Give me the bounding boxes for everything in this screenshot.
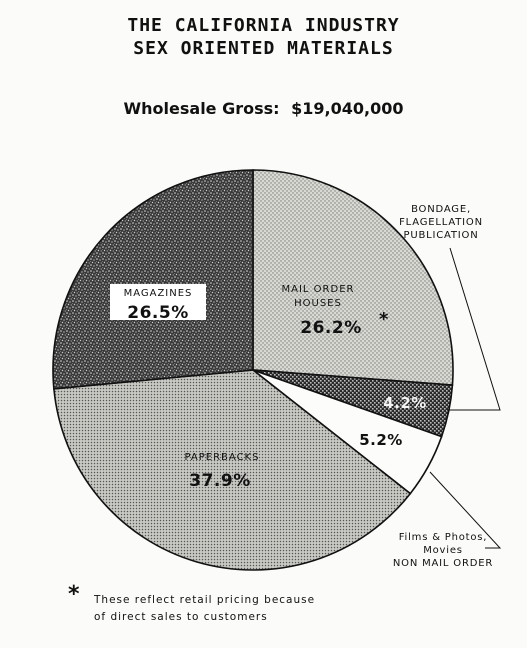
gross-label: Wholesale Gross: (123, 99, 280, 118)
slice-value-1: 26.2% (300, 318, 362, 338)
mail-order-asterisk: * (379, 309, 389, 330)
outside-label-3-line-2: Movies (423, 545, 463, 556)
slice-label-5-line-1: MAGAZINES (123, 288, 193, 299)
footnote-line-2: of direct sales to customers (94, 611, 268, 623)
outside-label-3-line-3: NON MAIL ORDER (392, 558, 494, 569)
title-line-1: THE CALIFORNIA INDUSTRY (127, 15, 400, 36)
gross-value: $19,040,000 (291, 99, 404, 118)
slice-label-1-line-1: MAIL ORDER (281, 284, 355, 295)
footnote-asterisk: * (68, 582, 80, 607)
slice-value-3: 5.2% (359, 431, 403, 449)
outside-label-3-line-1: Films & Photos, (398, 532, 488, 543)
outside-label-2-line-1: BONDAGE, (411, 204, 471, 215)
outside-label-2-line-2: FLAGELLATION (399, 217, 483, 228)
slice-label-4-line-1: PAPERBACKS (184, 452, 260, 463)
slice-value-4: 37.9% (189, 471, 251, 491)
slice-value-5: 26.5% (127, 303, 189, 323)
leader-line-1 (447, 248, 500, 410)
slice-label-1-line-2: HOUSES (294, 298, 342, 309)
pie-slice-1 (253, 170, 453, 385)
title-line-2: SEX ORIENTED MATERIALS (133, 38, 394, 59)
pie-slice-5 (53, 170, 253, 389)
outside-label-2-line-3: PUBLICATION (403, 230, 479, 241)
slice-value-2: 4.2% (383, 394, 427, 412)
footnote-line-1: These reflect retail pricing because (94, 594, 316, 606)
